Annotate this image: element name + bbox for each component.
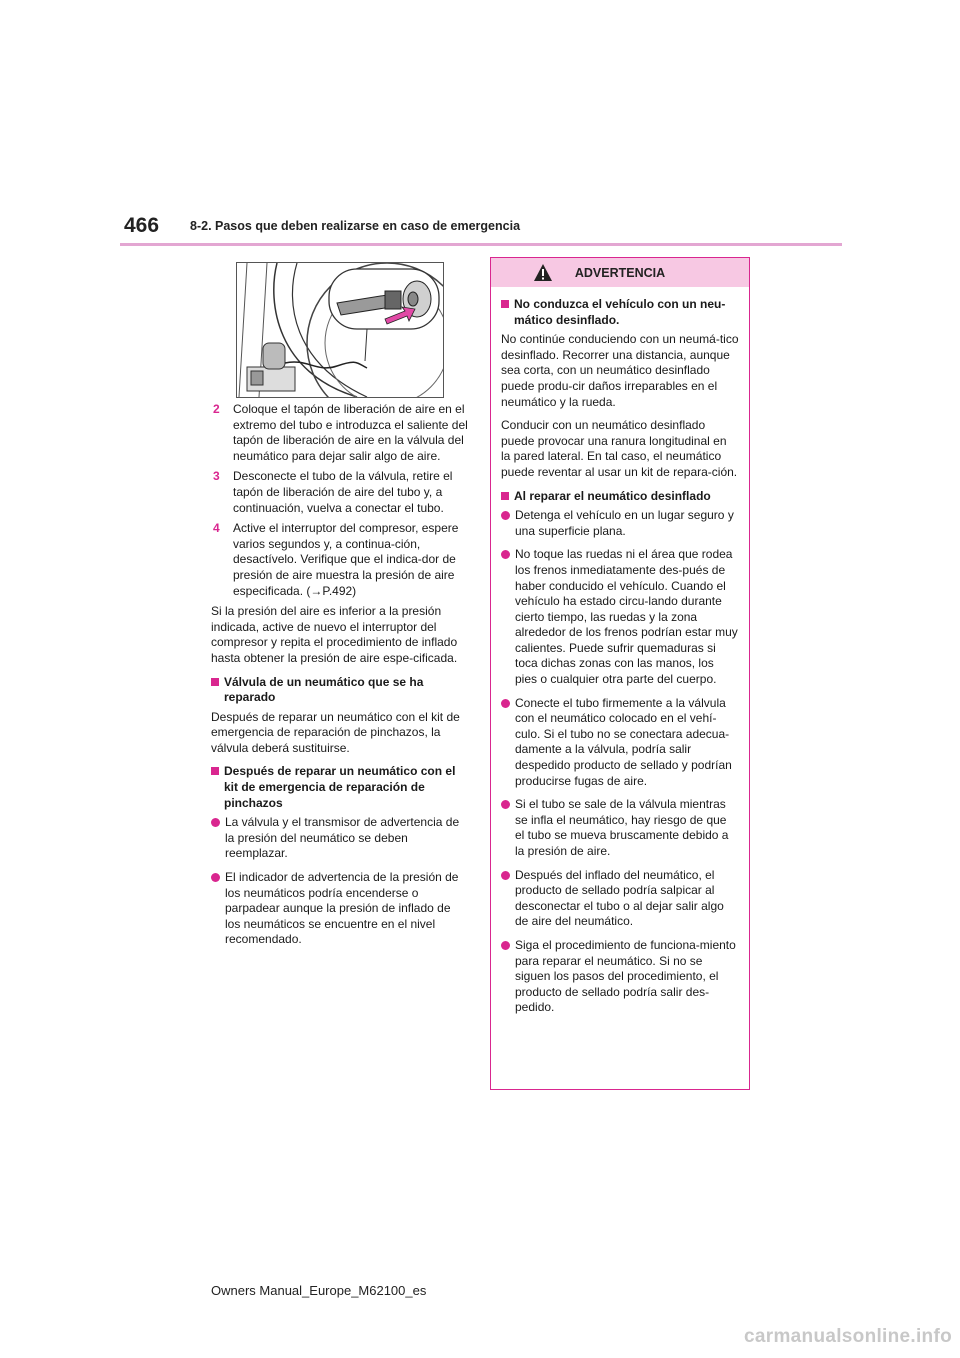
square-bullet-icon <box>501 300 509 308</box>
footer-manual-name: Owners Manual_Europe_M62100_es <box>211 1283 427 1298</box>
list-item <box>501 547 739 687</box>
warning-body <box>491 287 749 1016</box>
header-divider <box>120 243 842 246</box>
warning-subheading-repairing <box>501 489 739 505</box>
watermark: carmanualsonline.info <box>744 1326 952 1347</box>
warning-triangle-icon <box>533 263 553 282</box>
round-bullet-icon <box>501 699 510 708</box>
tire-repair-illustration <box>236 262 444 398</box>
section-title: 8-2. Pasos que deben realizarse en caso de emergencia <box>190 219 521 233</box>
square-bullet-icon <box>211 767 219 775</box>
subheading-text: Válvula de un neumático que se ha reparado <box>224 674 424 705</box>
list-item-text: Siga el procedimiento de funciona-miento para reparar el neumático. Si no se siguen los pasos del procedimiento, el producto de sellado podría salir des-pedido. <box>515 937 736 1015</box>
list-item-text: No toque las ruedas ni el área que rodea los frenos inmediatamente des-pués de haber conducido el vehículo. Cuando el vehículo ha estado circu-lando durante cierto tiempo, las ruedas y la zona alrededor de los frenos podrían estar muy calientes. Puede sufrir quemaduras si toca dichas zonas con las manos, los pies o cualquier otra parte del cuerpo. <box>515 547 738 687</box>
list-item <box>501 797 739 859</box>
step-text: Desconecte el tubo de la válvula, retire el tapón de liberación de aire del tubo y, a continuación, vuelva a conectar el tubo. <box>233 469 453 515</box>
page-number: 466 <box>124 214 160 237</box>
step-number: 2 <box>213 402 220 416</box>
step-number: 3 <box>213 469 220 484</box>
subheading-text: No conduzca el vehículo con un neu-mático desinflado. <box>514 297 726 327</box>
subheading-text: Después de reparar un neumático con el kit de emergencia de reparación de pinchazos <box>224 764 456 810</box>
round-bullet-icon <box>501 871 510 880</box>
list-item-text: El indicador de advertencia de la presión de los neumáticos podría encenderse o parpadear aunque la presión de inflado de los neumáticos se encuentre en el nivel recomendado. <box>225 870 459 947</box>
list-item-text: Conecte el tubo firmemente a la válvula con el neumático colocado en el vehí-culo. Si el tubo no se conectara adecua-damente a la válvula, podría salir despedido producto de sellado y podrían producirse fugas de aire. <box>515 695 732 788</box>
list-item-text: Después del inflado del neumático, el producto de sellado podría salpicar al desconectar el tubo o al dejar salir algo de aire del neumático. <box>515 867 724 929</box>
subheading-after-repair <box>211 764 469 811</box>
step-text: Active el interruptor del compresor, espere varios segundos y, a continua-ción, desactívelo. Verifique que el indica-dor de presión de aire muestra la presión de aire especificada. (→P.492) <box>233 521 459 598</box>
warning-subheading-flat-tire <box>501 297 739 328</box>
step-2 <box>211 402 469 464</box>
list-item <box>211 870 469 948</box>
round-bullet-icon <box>501 550 510 559</box>
warning-heading: ADVERTENCIA <box>574 265 666 280</box>
round-bullet-icon <box>211 818 220 827</box>
step-3 <box>211 469 469 516</box>
round-bullet-icon <box>501 511 510 520</box>
list-item-text: La válvula y el transmisor de advertencia de la presión del neumático se deben reemplazar. <box>225 815 460 861</box>
square-bullet-icon <box>501 492 509 500</box>
list-item <box>501 696 739 790</box>
list-item <box>501 868 739 930</box>
valve-replace-note: Después de reparar un neumático con el kit de emergencia de reparación de pinchazos, la válvula deberá sustituirse. <box>211 709 460 755</box>
list-item-text: Detenga el vehículo en un lugar seguro y una superficie plana. <box>515 508 734 538</box>
round-bullet-icon <box>211 873 220 882</box>
warning-box <box>490 257 750 1090</box>
list-item <box>501 508 739 539</box>
step-number: 4 <box>213 521 220 536</box>
subheading-text: Al reparar el neumático desinflado <box>514 488 711 503</box>
warning-paragraph: Conducir con un neumático desinflado puede provocar una ranura longitudinal en la pared lateral. En tal caso, el neumático puede reventar al usar un kit de repara-ción. <box>501 418 738 479</box>
round-bullet-icon <box>501 800 510 809</box>
subheading-valve-repaired <box>211 675 469 706</box>
pressure-note: Si la presión del aire es inferior a la presión indicada, active de nuevo el interruptor del compresor y repita el procedimiento de inflado hasta obtener la presión de aire espe-cificada. <box>211 604 458 665</box>
warning-paragraph: No continúe conduciendo con un neumá-tico desinflado. Recorrer una distancia, aunque sea corta, con un neumático desinflado puede produ-cir daños irreparables en el neumático y la rueda. <box>501 332 739 409</box>
square-bullet-icon <box>211 678 219 686</box>
warning-header <box>491 258 749 287</box>
list-item <box>501 938 739 1016</box>
step-text: Coloque el tapón de liberación de aire en el extremo del tubo e introduzca el saliente del tapón de liberación de aire en la válvula del neumático para dejar salir algo de aire. <box>233 402 468 463</box>
main-column <box>211 402 469 956</box>
step-4 <box>211 521 469 599</box>
list-item-text: Si el tubo se sale de la válvula mientras se infla el neumático, hay riesgo de que el tubo se mueva bruscamente debido a la presión de aire. <box>515 797 729 858</box>
round-bullet-icon <box>501 941 510 950</box>
tire-valve-illustration <box>237 263 443 397</box>
list-item <box>211 815 469 862</box>
